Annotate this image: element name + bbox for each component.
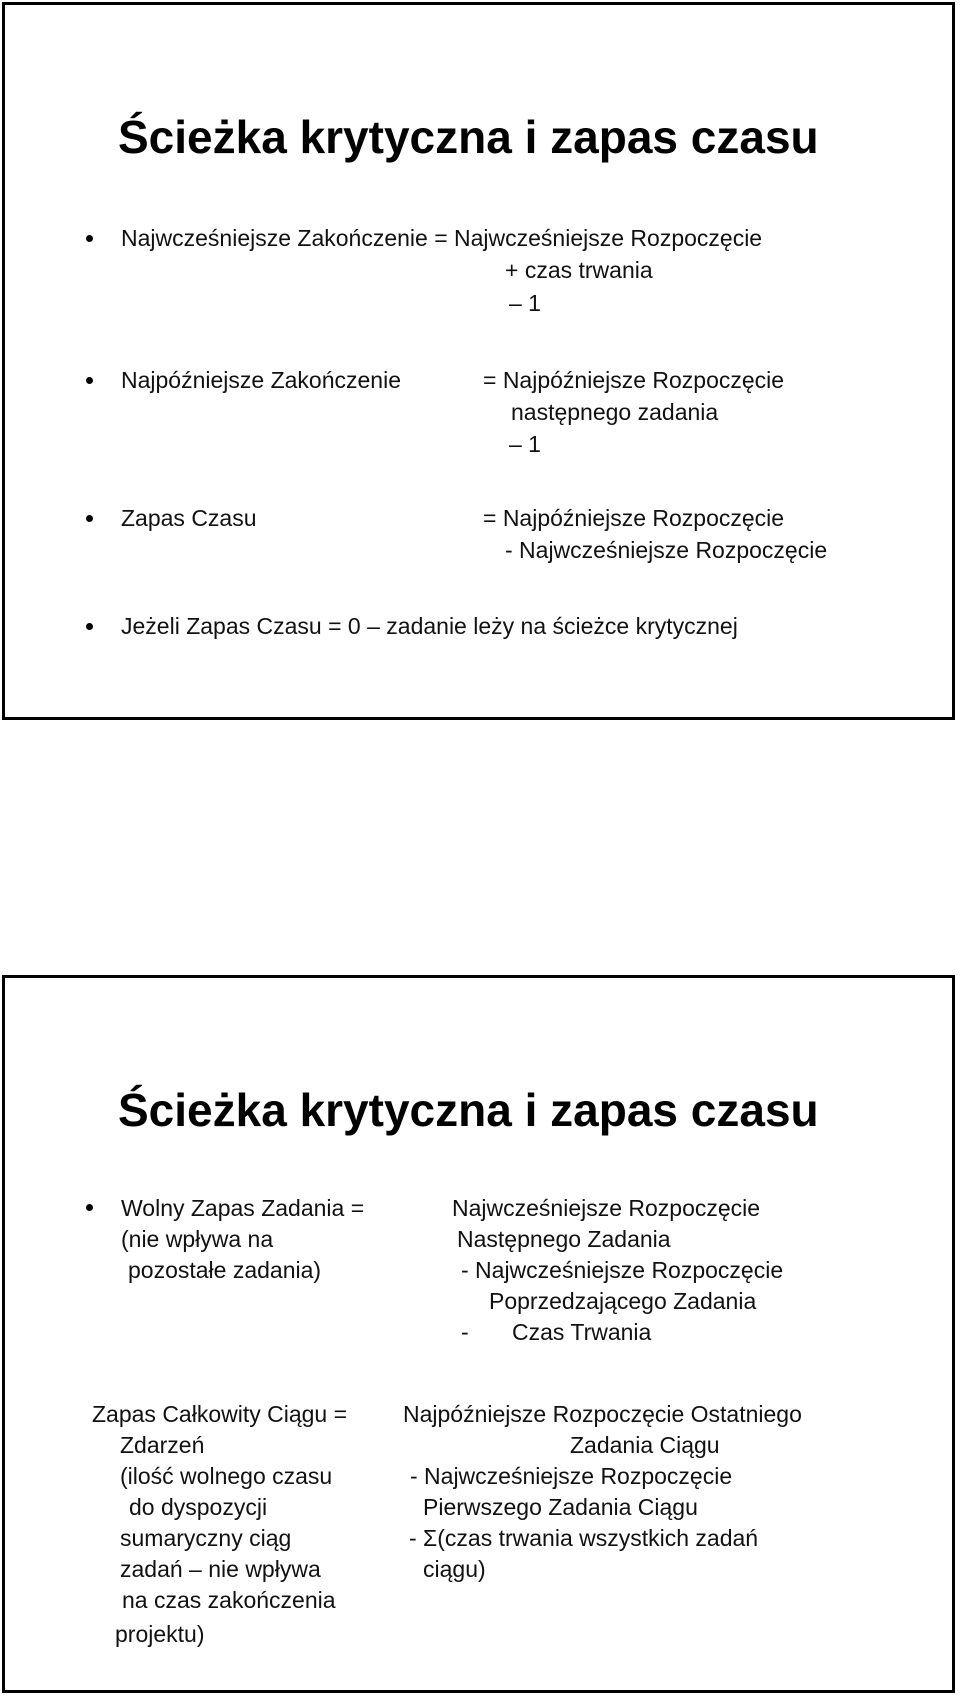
total-float-note: do dyspozycji: [129, 1494, 268, 1520]
definition-earliest-finish-cont: – 1: [509, 290, 541, 316]
free-float-label: Wolny Zapas Zadania =: [121, 1195, 365, 1221]
total-float-formula: Najpóźniejsze Rozpoczęcie Ostatniego: [403, 1401, 802, 1427]
total-float-formula: Zadania Ciągu: [570, 1432, 720, 1458]
total-float-label: Zdarzeń: [120, 1432, 205, 1458]
slide-2-title: Ścieżka krytyczna i zapas czasu: [118, 1084, 819, 1136]
total-float-note: zadań – nie wpływa: [120, 1556, 321, 1582]
total-float-formula: Pierwszego Zadania Ciągu: [423, 1494, 698, 1520]
free-float-formula: Czas Trwania: [512, 1319, 652, 1345]
free-float-formula: - Najwcześniejsze Rozpoczęcie: [461, 1257, 784, 1283]
slide-1: [2, 2, 955, 720]
total-float-label: Zapas Całkowity Ciągu =: [92, 1401, 348, 1427]
slide-1-title: Ścieżka krytyczna i zapas czasu: [118, 111, 819, 163]
bullet-icon: [86, 623, 93, 630]
definition-earliest-finish-cont: + czas trwania: [505, 257, 653, 283]
definition-slack: Zapas Czasu: [121, 505, 257, 531]
free-float-formula: Najwcześniejsze Rozpoczęcie: [452, 1195, 761, 1221]
free-float-note: pozostałe zadania): [128, 1257, 322, 1283]
total-float-formula: - Σ(czas trwania wszystkich zadań: [409, 1525, 759, 1551]
free-float-formula: -: [461, 1319, 469, 1345]
definition-latest-finish-value: = Najpóźniejsze Rozpoczęcie: [483, 367, 785, 393]
total-float-note: (ilość wolnego czasu: [120, 1463, 333, 1489]
definition-latest-finish-cont: następnego zadania: [511, 399, 719, 425]
definition-slack-cont: - Najwcześniejsze Rozpoczęcie: [505, 537, 828, 563]
total-float-formula: ciągu): [423, 1556, 486, 1582]
definition-latest-finish: Najpóźniejsze Zakończenie: [121, 367, 401, 393]
total-float-formula: - Najwcześniejsze Rozpoczęcie: [410, 1463, 733, 1489]
free-float-formula: Poprzedzającego Zadania: [489, 1288, 757, 1314]
bullet-icon: [86, 515, 93, 522]
total-float-note: sumaryczny ciąg: [120, 1525, 292, 1551]
critical-path-rule: Jeżeli Zapas Czasu = 0 – zadanie leży na ścieżce krytycznej: [121, 613, 738, 639]
free-float-formula: Następnego Zadania: [457, 1226, 671, 1252]
free-float-note: (nie wpływa na: [121, 1226, 274, 1252]
definition-latest-finish-cont: – 1: [509, 431, 541, 457]
slide-2: [2, 975, 955, 1693]
definition-slack-value: = Najpóźniejsze Rozpoczęcie: [483, 505, 785, 531]
total-float-note: na czas zakończenia: [122, 1587, 336, 1613]
bullet-icon: [86, 235, 93, 242]
bullet-icon: [86, 377, 93, 384]
total-float-note: projektu): [115, 1621, 205, 1647]
bullet-icon: [86, 1204, 93, 1211]
definition-earliest-finish: Najwcześniejsze Zakończenie = Najwcześniejsze Rozpoczęcie: [121, 225, 763, 251]
